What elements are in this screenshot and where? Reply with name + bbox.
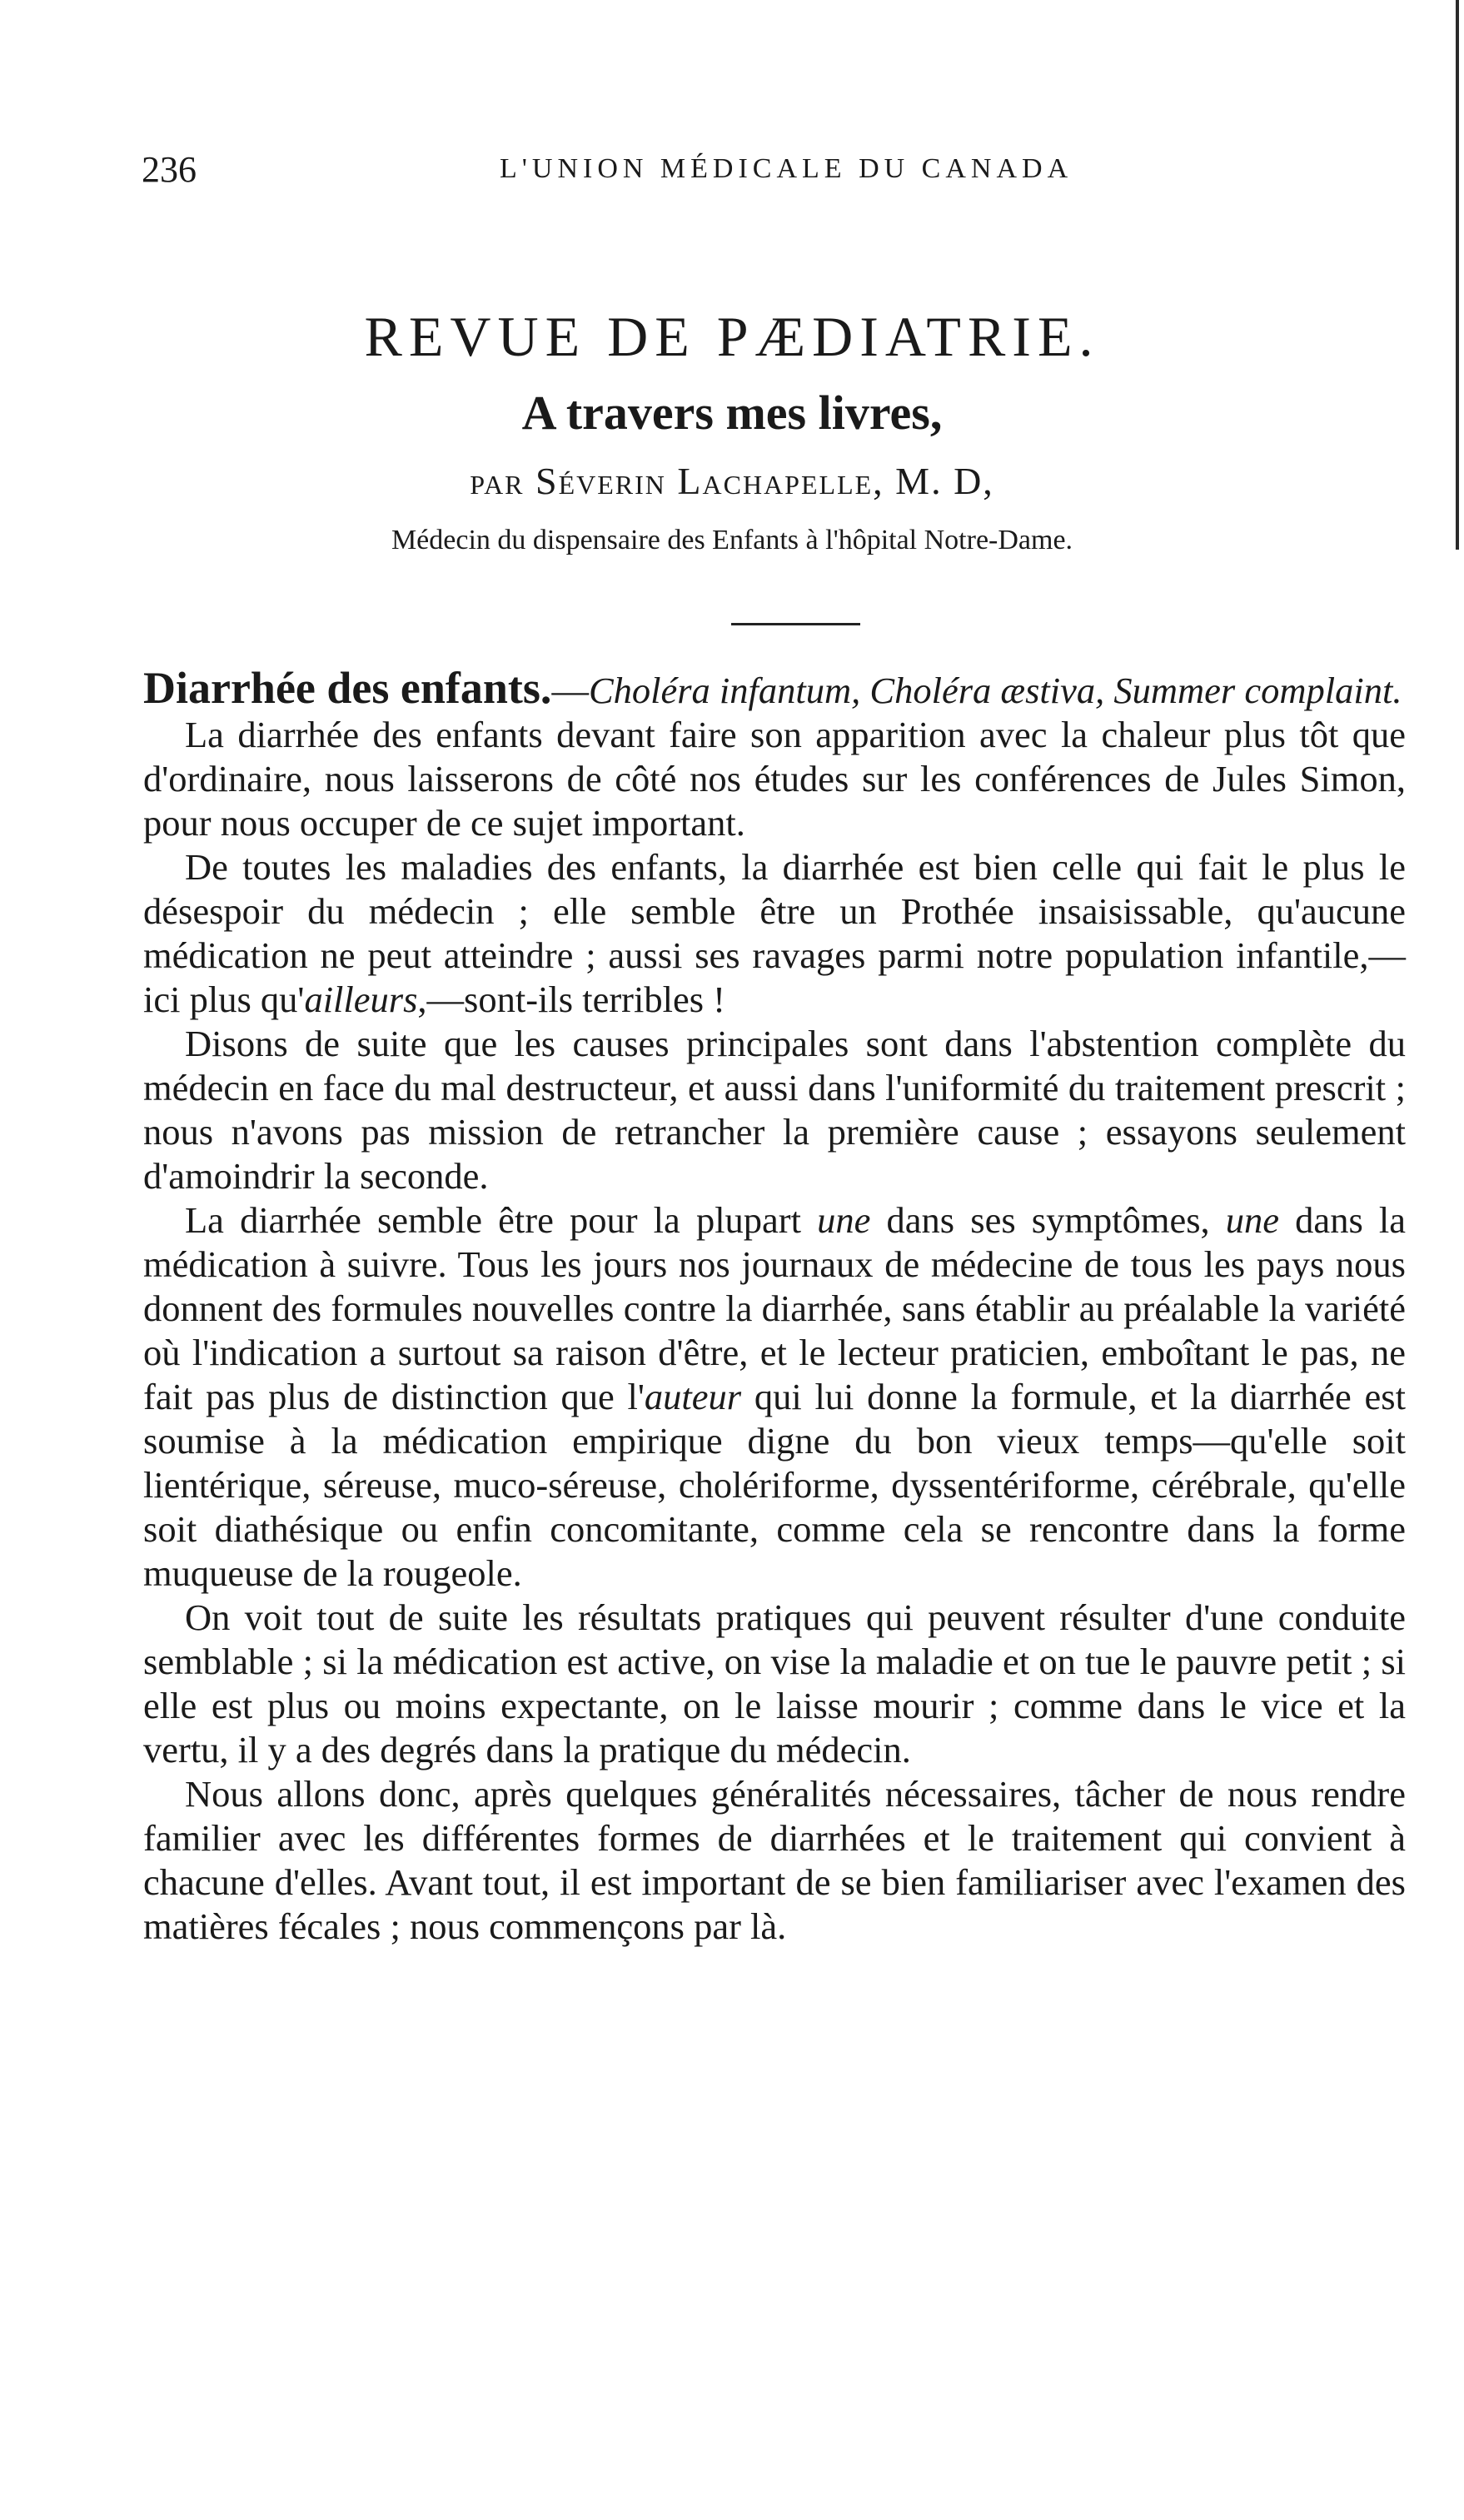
paragraph-2-emphasis: ailleurs	[304, 979, 418, 1020]
section-heading: Diarrhée des enfants.	[143, 663, 552, 713]
paragraph-4-text-b: dans ses symptômes,	[870, 1199, 1226, 1241]
section-synonyms: Choléra infantum, Choléra æstiva, Summer complaint.	[588, 670, 1402, 711]
author-byline: par Séverin Lachapelle, M. D,	[470, 460, 994, 502]
lead-dash: —	[551, 670, 589, 711]
paragraph-4-text-d: qui lui donne la formule, et la diarrhée est soumise à la médication empirique digne du bon vieux temps—qu'elle soit lientérique, séreuse, muco-séreuse, cholériforme, dyssentériforme, cérébrale, qu'elle soit diathésique ou enfin concomitante, comme cela se rencontre dans la forme muqueuse de la rougeole.	[143, 1376, 1406, 1594]
paragraph-2	[143, 845, 1406, 1022]
paragraph-4-text-c: dans la médication à suivre. Tous les jours nos journaux de médecine de tous les pays nous donnent des formules nouvelles contre la diarrhée, sans établir au préalable la variété où l'indication a surtout sa raison d'être, et le lecteur praticien, emboîtant le pas, ne fait pas plus de distinction que l'	[143, 1199, 1407, 1417]
paragraph-6: Nous allons donc, après quelques généralités nécessaires, tâcher de nous rendre familier avec les différentes formes de diarrhées et le traitement qui convient à chacune d'elles. Avant tout, il est important de se bien familiariser avec l'examen des matières fécales ; nous commençons par là.	[143, 1773, 1406, 1947]
paragraph-4-emphasis-2: une	[1225, 1199, 1280, 1241]
article-body	[143, 663, 1407, 1949]
author-affiliation: Médecin du dispensaire des Enfants à l'hôpital Notre-Dame.	[391, 525, 1073, 555]
paragraph-4-emphasis-3: auteur	[644, 1376, 742, 1417]
page-number: 236	[142, 149, 197, 190]
article-header	[100, 304, 1364, 556]
paragraph-4-emphasis-1: une	[817, 1199, 871, 1241]
journal-title: L'UNION MÉDICALE DU CANADA	[500, 153, 1073, 184]
paragraph-4-text-a: La diarrhée semble être pour la plupart	[185, 1199, 818, 1241]
paragraph-4	[143, 1198, 1406, 1596]
paragraph-5: On voit tout de suite les résultats pratiques qui peuvent résulter d'une conduite semblable ; si la médication est active, on vise la maladie et on tue le pauvre petit ; si elle est plus ou moins expectante, on le laisse mourir ; comme dans le vice et la vertu, il y a des degrés dans la pratique du médecin.	[143, 1596, 1406, 1770]
paragraph-2-text-a: De toutes les maladies des enfants, la diarrhée est bien celle qui fait le plus le désespoir du médecin ; elle semble être un Prothée insaisissable, qu'aucune médication ne peut atteindre ; aussi ses ravages parmi notre population infantile,—ici plus qu'	[143, 846, 1406, 1020]
paragraph-1: La diarrhée des enfants devant faire son apparition avec la chaleur plus tôt que d'ordinaire, nous laisserons de côté nos études sur les conférences de Jules Simon, pour nous occuper de ce sujet important.	[143, 714, 1406, 844]
section-separator	[731, 623, 860, 625]
article-title: REVUE DE PÆDIATRIE.	[364, 305, 1100, 368]
paragraph-3: Disons de suite que les causes principales sont dans l'abstention complète du médecin en face du mal destructeur, et aussi dans l'uniformité du traitement prescrit ; nous n'avons pas mission de retrancher la première cause ; essayons seulement d'amoindrir la seconde.	[143, 1023, 1406, 1197]
article-subtitle: A travers mes livres,	[521, 386, 943, 440]
lead-paragraph	[143, 663, 1406, 713]
running-head	[142, 148, 1397, 198]
page-edge-rule	[1456, 0, 1459, 550]
paragraph-2-text-b: ,—sont-ils terribles !	[417, 979, 725, 1020]
